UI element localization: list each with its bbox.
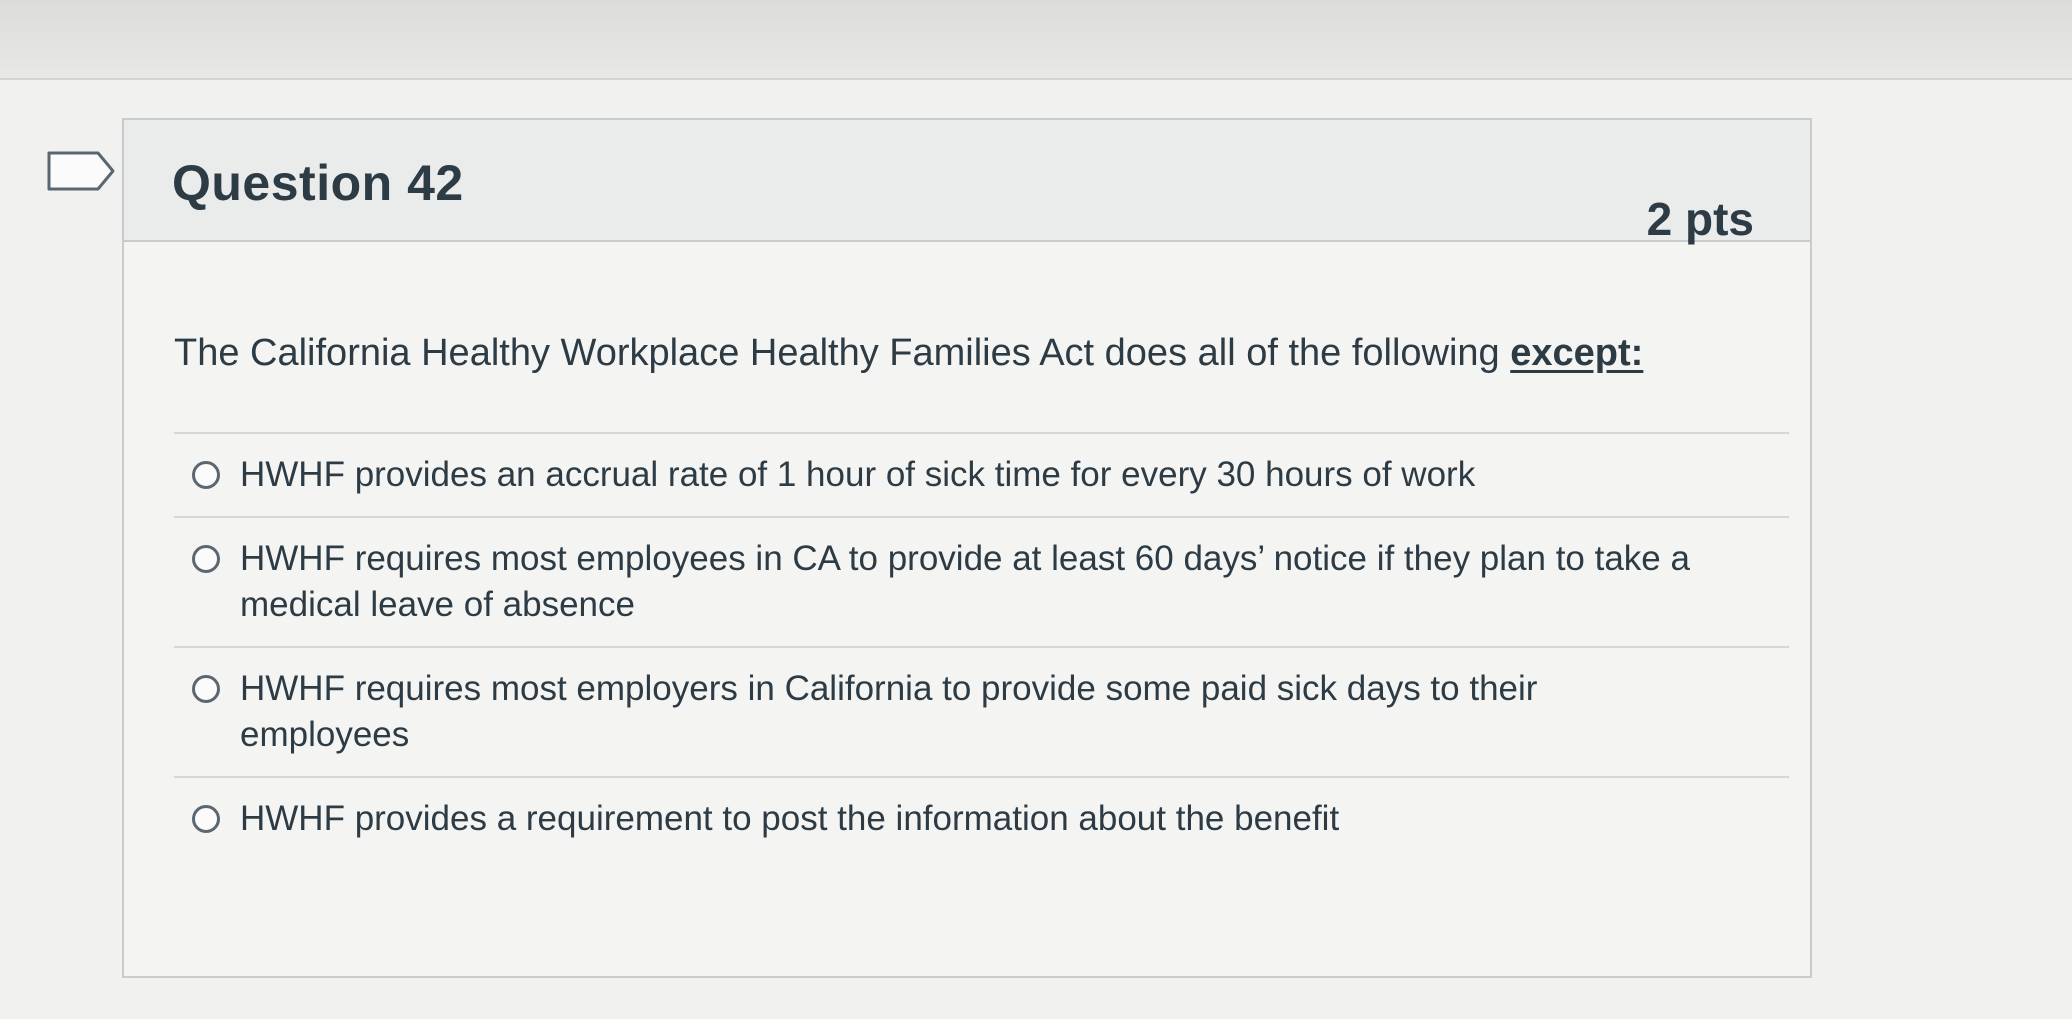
answer-option-3[interactable] xyxy=(174,648,1789,776)
question-prompt xyxy=(174,332,1643,375)
answer-option-1[interactable] xyxy=(174,434,1789,516)
question-prompt-emphasis: except: xyxy=(1510,332,1644,374)
page-top-strip xyxy=(0,0,2072,80)
question-title: Question 42 xyxy=(172,155,464,211)
radio-unselected-icon[interactable] xyxy=(192,675,220,703)
question-prompt-text: The California Healthy Workplace Healthy Families Act does all of the following xyxy=(174,332,1511,374)
answer-label: HWHF provides a requirement to post the information about the benefit xyxy=(240,799,1340,838)
question-card xyxy=(122,118,1812,978)
answer-label: HWHF requires most employers in California to provide some paid sick days to their employees xyxy=(240,669,1538,754)
answer-option-2[interactable] xyxy=(174,518,1789,646)
answer-label: HWHF provides an accrual rate of 1 hour of sick time for every 30 hours of work xyxy=(240,455,1476,494)
question-header xyxy=(124,120,1810,245)
question-points: 2 pts xyxy=(1646,193,1754,245)
radio-unselected-icon[interactable] xyxy=(192,805,220,833)
bookmark-flag-icon[interactable] xyxy=(46,150,116,192)
answer-list xyxy=(174,432,1789,860)
radio-unselected-icon[interactable] xyxy=(192,461,220,489)
radio-unselected-icon[interactable] xyxy=(192,545,220,573)
answer-label: HWHF requires most employees in CA to provide at least 60 days’ notice if they plan to take a medical leave of absence xyxy=(240,539,1690,624)
answer-option-4[interactable] xyxy=(174,778,1789,860)
